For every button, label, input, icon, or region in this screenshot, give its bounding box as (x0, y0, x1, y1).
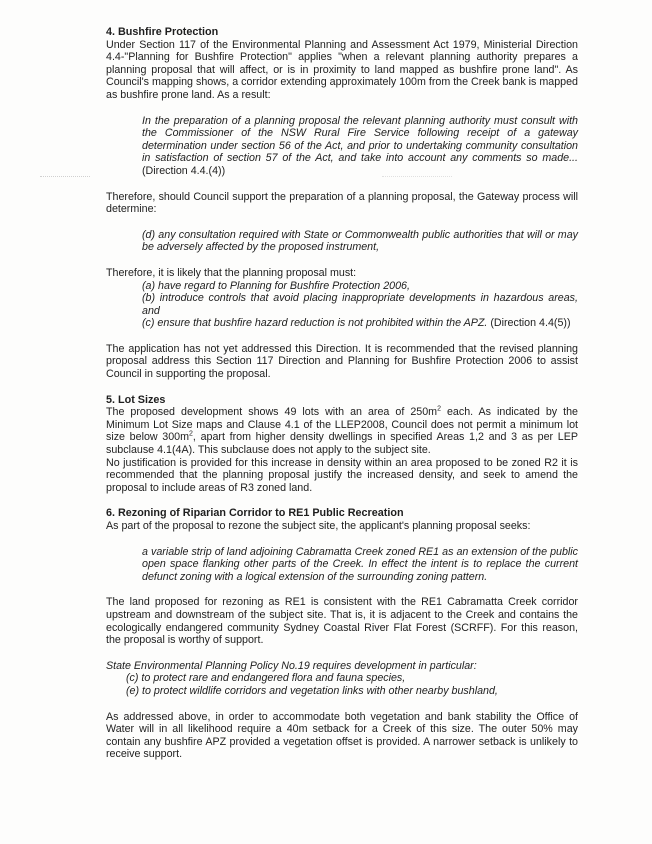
paragraph: As part of the proposal to rezone the subject site, the applicant's planning proposal seeks: (106, 520, 531, 532)
section-heading-bushfire: 4. Bushfire Protection (106, 26, 219, 38)
section-heading-lot-sizes: 5. Lot Sizes (106, 393, 166, 406)
paragraph (106, 406, 578, 456)
quote-text: In the preparation of a planning proposal the relevant planning authority must consult with the Commissioner of the NSW Rural Fire Service following receipt of a gateway determination under section 56 of the Act, and prior to undertaking community consultation in satisfaction of section 57 of the Act, and take into account any comments so made... (142, 114, 578, 165)
text-run: each. As indicated by the Minimum Lot Size maps and Clause 4.1 of the LLEP2008, Council does not permit a minimum lot size below 300m (106, 406, 578, 444)
list-item: (b) introduce controls that avoid placing inappropriate developments in hazardous areas, and (142, 292, 578, 317)
list-item (142, 317, 578, 330)
text-run: The proposed development shows 49 lots with an area of 250m (106, 406, 438, 419)
block-quote (142, 115, 578, 178)
list-item: (e) to protect wildlife corridors and vegetation links with other nearby bushland, (126, 684, 498, 697)
list-item-text: (c) ensure that bushfire hazard reduction is not prohibited within the APZ. (142, 317, 488, 330)
block-quote: a variable strip of land adjoining Cabramatta Creek zoned RE1 as an extension of the public open space flanking other parts of the Creek. In effect the intent is to replace the current defunct zoning with a logical extension of the surrounding zoning pattern. (142, 545, 578, 583)
list-item: (a) have regard to Planning for Bushfire Protection 2006, (142, 279, 410, 292)
superscript: 2 (189, 430, 193, 438)
paragraph: The land proposed for rezoning as RE1 is consistent with the RE1 Cabramatta Creek corridor upstream and downstream of the subject site. That is, it is adjacent to the Creek and contains the ecologically endangered community Sydney Coastal River Flat Forest (SCRFF). For this reason, the proposal is worthy of support. (106, 596, 578, 647)
requirements-list (106, 280, 578, 330)
margin-mark (40, 176, 90, 177)
text-run: , apart from higher density dwellings in specified Areas 1,2 and 3 as per LEP subclause 4.1(4A). This subclause does not apply to the subject site. (106, 431, 578, 457)
superscript: 2 (437, 405, 441, 413)
block-quote: (d) any consultation required with State or Commonwealth public authorities that will or may be adversely affected by the proposed instrument, (142, 228, 578, 254)
list-item: (c) to protect rare and endangered flora and fauna species, (126, 672, 406, 685)
paragraph: As addressed above, in order to accommodate both vegetation and bank stability the Office of Water will in all likelihood require a 40m setback for a Creek of this size. The outer 50% may contain any bushfire APZ provided a vegetation offset is provided. A narrower setback is unlikely to receive support. (106, 710, 578, 761)
paragraph: No justification is provided for this increase in density within an area proposed to be zoned R2 it is recommended that the planning proposal justify the increased density, and seek to amend the proposal to include areas of R3 zoned land. (106, 456, 578, 494)
paragraph: Therefore, should Council support the preparation of a planning proposal, the Gateway process will determine: (106, 190, 578, 216)
paragraph: Under Section 117 of the Environmental Planning and Assessment Act 1979, Ministerial Direction 4.4-"Planning for Bushfire Protection" applies "when a relevant planning authority prepares a planning proposal that will affect, or is in proximity to land mapped as bushfire prone land". As Council's mapping shows, a corridor extending approximately 100m from the Creek bank is mapped as bushfire prone land. As a result: (106, 38, 578, 101)
list-item-reference: (Direction 4.4(5)) (490, 317, 571, 330)
policy-list (106, 672, 578, 697)
paragraph: State Environmental Planning Policy No.19 requires development in particular: (106, 659, 477, 672)
paragraph: The application has not yet addressed this Direction. It is recommended that the revised planning proposal address this Section 117 Direction and Planning for Bushfire Protection 2006 to assist Council in supporting the proposal. (106, 342, 578, 381)
section-heading-rezoning: 6. Rezoning of Riparian Corridor to RE1 Public Recreation (106, 507, 404, 520)
paragraph: Therefore, it is likely that the planning proposal must: (106, 266, 357, 279)
quote-reference: (Direction 4.4.(4)) (142, 164, 226, 177)
document-body (106, 26, 578, 761)
